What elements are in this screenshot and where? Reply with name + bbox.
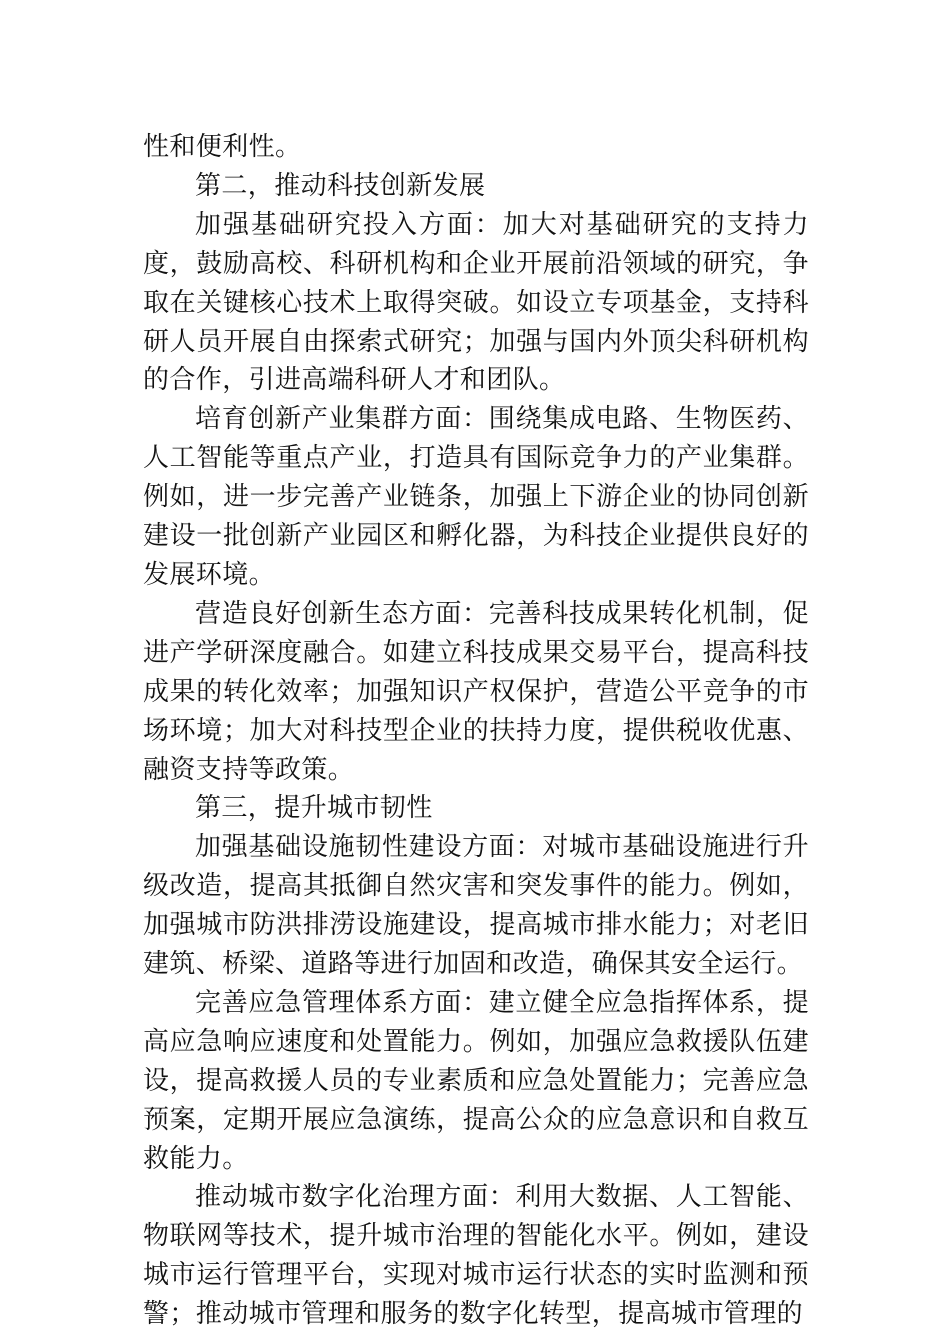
paragraph-basic-research: 加强基础研究投入方面：加大对基础研究的支持力度，鼓励高校、科研机构和企业开展前沿领域的研究，争取在关键核心技术上取得突破。如设立专项基金，支持科研人员开展自由探索式研究；加强与国内外顶尖科研机构的合作，引进高端科研人才和团队。 [143, 209, 809, 396]
paragraph-industry-cluster: 培育创新产业集群方面：围绕集成电路、生物医药、人工智能等重点产业，打造具有国际竞争力的产业集群。例如，进一步完善产业链条，加强上下游企业的协同创新建设一批创新产业园区和孵化器，为科技企业提供良好的发展环境。 [143, 404, 809, 590]
paragraph-emergency-management: 完善应急管理体系方面：建立健全应急指挥体系，提高应急响应速度和处置能力。例如，加强应急救援队伍建设，提高救援人员的专业素质和应急处置能力；完善应急预案，定期开展应急演练，提高公众的应急意识和自救互救能力。 [143, 987, 809, 1174]
paragraph-innovation-ecosystem: 营造良好创新生态方面：完善科技成果转化机制，促进产学研深度融合。如建立科技成果交易平台，提高科技成果的转化效率；加强知识产权保护，营造公平竞争的市场环境；加大对科技型企业的扶持力度，提供税收优惠、融资支持等政策。 [143, 598, 809, 785]
section-heading-2: 第二，推动科技创新发展 [195, 170, 486, 201]
paragraph-continuation: 性和便利性。 [143, 132, 302, 162]
section-heading-3: 第三，提升城市韧性 [195, 793, 433, 824]
paragraph-infrastructure-resilience: 加强基础设施韧性建设方面：对城市基础设施进行升级改造，提高其抵御自然灾害和突发事件的能力。例如，加强城市防洪排涝设施建设，提高城市排水能力；对老旧建筑、桥梁、道路等进行加固和改造，确保其安全运行。 [143, 832, 809, 980]
document-page [143, 128, 809, 1334]
paragraph-digital-governance: 推动城市数字化治理方面：利用大数据、人工智能、物联网等技术，提升城市治理的智能化水平。例如，建设城市运行管理平台，实现对城市运行状态的实时监测和预警；推动城市管理和服务的数字化转型，提高城市管理的 [143, 1182, 809, 1330]
